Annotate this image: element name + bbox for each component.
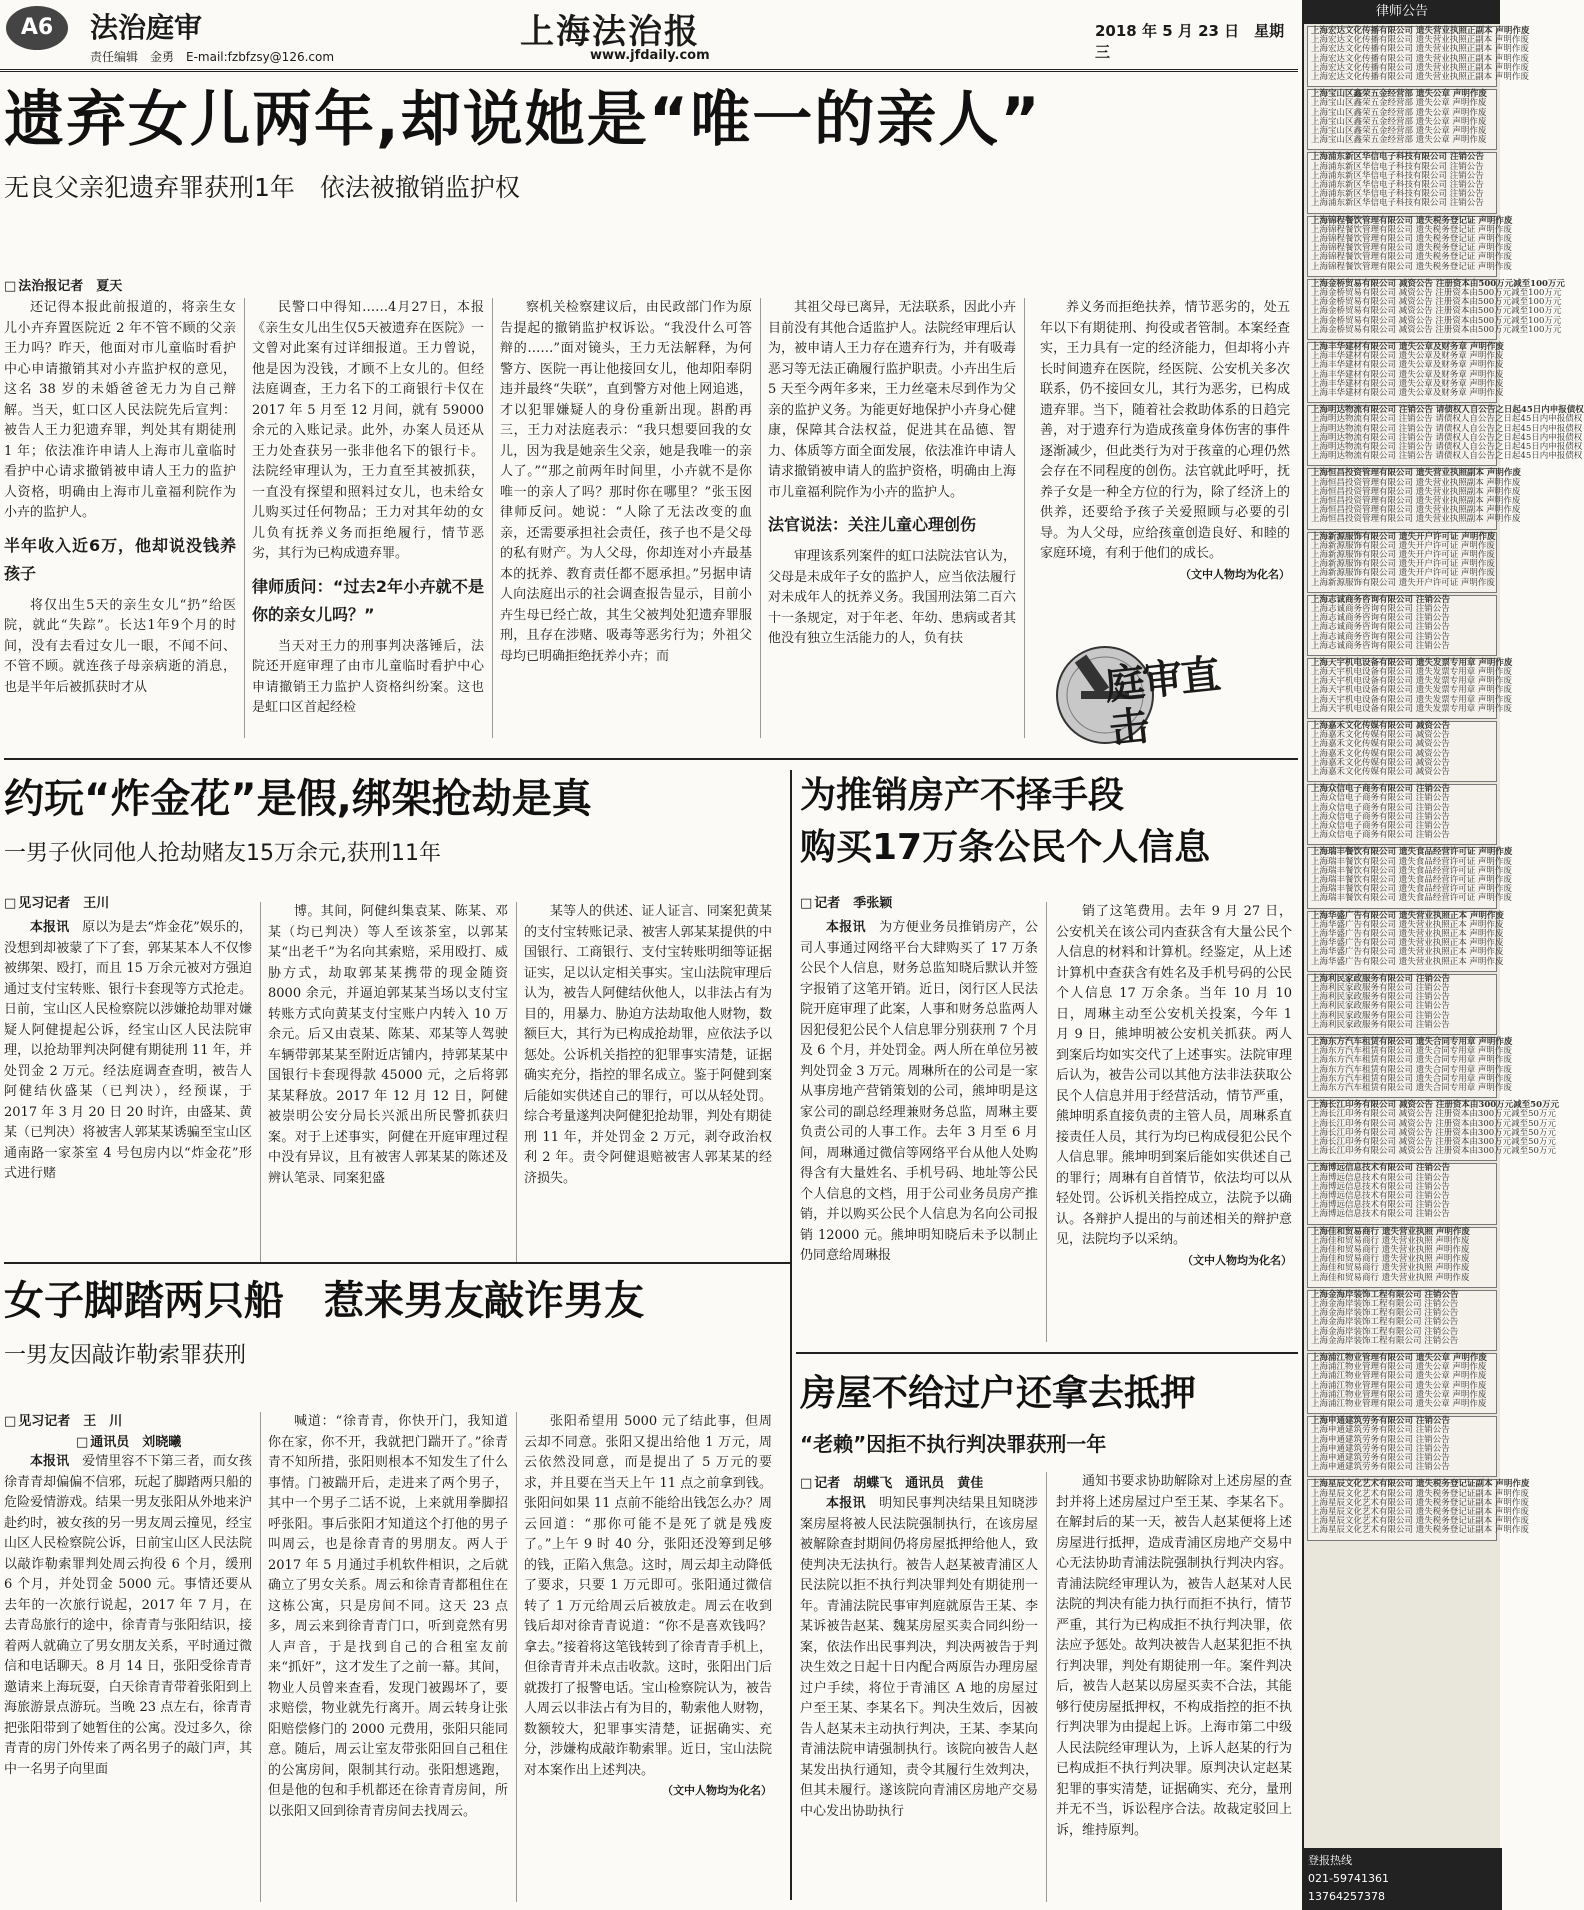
ad-line: 上海申通建筑劳务有限公司 注销公告: [1311, 1416, 1450, 1427]
paragraph: 还记得本报此前报道的，将亲生女儿小卉弃置医院近 2 年不管不顾的父亲王力吗？昨天，他面对市儿童临时看护中心申请撤销其对小卉监护权的意见，这名 38 岁的未婚爸爸无力为自己辩解。当天，虹口区人民法院先后宣判：被告人王力犯遗弃罪，判处其有期徒刑 1 年；依法准许申请人上海市儿童临时看护中心请求撤销被申请人王力的监护人资格，明确由上海市儿童福利院作为小卉的监护人。: [4, 300, 236, 520]
ad-line: 上海浦江物业管理有限公司 遗失公章 声明作废: [1311, 1389, 1487, 1400]
ad-line: 上海博远信息技术有限公司 注销公告: [1311, 1181, 1450, 1192]
ad-notice: [1307, 532, 1497, 593]
issue-date: 2018 年 5 月 23 日 星期三: [1095, 22, 1285, 61]
ad-line: 上海嘉禾文化传媒有限公司 减资公告: [1311, 721, 1450, 732]
article-refuse-judgment: [800, 1368, 1290, 1457]
ad-line: 上海瑞丰餐饮有限公司 遗失食品经营许可证 声明作废: [1311, 847, 1513, 858]
sidebar-footer: [1304, 1848, 1502, 1910]
ad-line: 上海众信电子商务有限公司 注销公告: [1311, 784, 1450, 795]
ad-line: 上海宝山区鑫荣五金经营部 遗失公章 声明作废: [1311, 126, 1487, 136]
ad-line: 上海利民家政服务有限公司 注销公告: [1311, 1001, 1450, 1012]
ad-line: 上海明达物流有限公司 注销公告 请债权人自公告之日起45日内申报债权: [1311, 423, 1583, 434]
ad-notice: [1307, 721, 1497, 782]
body-column: [268, 1412, 508, 1902]
ad-line: 上海丰华建材有限公司 遗失公章及财务章 声明作废: [1311, 351, 1504, 362]
body-column: [1056, 1472, 1292, 1902]
paragraph: 养义务而拒绝扶养，情节恶劣的，处五年以下有期徒刑、拘役或者管制。本案经查实，王力具有一定的经济能力，但却将小卉长时间遗弃在医院，经医院、公安机关多次联系，仍不接回女儿，其行为恶劣，已构成遗弃罪。当下，随着社会救助体系的日趋完善，对于遗弃行为造成孩童身体伤害的事件逐渐减少，但此类行为对于孩童的心理仍然会存在不同程度的创伤。法官就此呼吁，抚养子女是一种全方位的行为，除了经济上的供养，还要给予孩子关爱照顾与必要的引导。为人父母，应给孩童创造良好、和睦的家庭环境，有利于他们的成长。: [1040, 300, 1290, 561]
ad-line: 上海浦江物业管理有限公司 遗失公章 声明作废: [1311, 1362, 1487, 1373]
article-byline: □ 记者 季张颖: [800, 892, 892, 911]
ad-line: 上海锦程餐饮管理有限公司 遗失税务登记证 声明作废: [1311, 252, 1512, 263]
ad-line: 上海金海岸装饰工程有限公司 注销公告: [1311, 1326, 1459, 1337]
ad-line: 上海天宇机电设备有限公司 遗失发票专用章 声明作废: [1311, 694, 1512, 705]
ad-notice: [1307, 405, 1584, 466]
lead-tag: 本报讯: [826, 920, 866, 935]
article-subhead: 无良父亲犯遗弃罪获刑1年 依法被撤销监护权: [4, 173, 520, 202]
ad-line: 上海利民家政服务有限公司 注销公告: [1311, 992, 1450, 1003]
classified-ads-sidebar: [1302, 0, 1584, 1910]
ad-line: 上海利民家政服务有限公司 注销公告: [1311, 1019, 1450, 1030]
ad-line: 上海博远信息技术有限公司 注销公告: [1311, 1209, 1450, 1220]
ad-line: 上海华盛广告有限公司 遗失营业执照正本 声明作废: [1311, 919, 1504, 930]
ad-line: 上海新源服饰有限公司 遗失开户许可证 声明作废: [1311, 568, 1495, 579]
ad-line: 上海浦东新区华信电子科技有限公司 注销公告: [1311, 152, 1484, 163]
ad-line: 上海金海岸装饰工程有限公司 注销公告: [1311, 1317, 1459, 1328]
sidebar-title: 律师公告: [1304, 0, 1500, 24]
ad-line: 上海丰华建材有限公司 遗失公章及财务章 声明作废: [1311, 387, 1504, 398]
ad-line: 上海申通建筑劳务有限公司 注销公告: [1311, 1462, 1450, 1473]
ad-line: 上海东方汽车租赁有限公司 遗失合同专用章 声明作废: [1311, 1064, 1512, 1075]
article-byline: □ 记者 胡蝶飞 通讯员 黄佳: [800, 1472, 983, 1491]
ad-line: 上海众信电子商务有限公司 注销公告: [1311, 802, 1450, 813]
section-subheading: 法官说法：关注儿童心理创伤: [768, 515, 977, 534]
ad-notice: [1307, 1227, 1497, 1288]
ad-line: 上海华盛广告有限公司 遗失营业执照正本 声明作废: [1311, 929, 1504, 940]
ad-line: 上海瑞丰餐饮有限公司 遗失食品经营许可证 声明作废: [1311, 884, 1512, 895]
ad-line: 上海利民家政服务有限公司 注销公告: [1311, 983, 1450, 994]
article-extortion: [4, 1272, 784, 1369]
ad-line: 上海星辰文化艺术有限公司 遗失税务登记证副本 声明作废: [1311, 1479, 1530, 1490]
ad-line: 上海恒昌投资管理有限公司 遗失营业执照副本 声明作废: [1311, 505, 1521, 516]
ad-notice: [1307, 278, 1565, 340]
article-robbery: [4, 770, 774, 867]
ad-line: 上海长江印务有限公司 减资公告 注册资本由300万元减至50万元: [1311, 1137, 1556, 1147]
hotline-label: 登报热线: [1308, 1854, 1352, 1867]
ad-notice: [1307, 152, 1497, 213]
ad-line: 上海志诚商务咨询有限公司 注销公告: [1311, 640, 1450, 651]
hotline-phone: 021-59741361: [1308, 1872, 1389, 1885]
article-subhead: 一男友因敲诈勒索罪获刑: [4, 1343, 247, 1368]
article-body: [4, 1412, 784, 1902]
ad-line: 上海丰华建材有限公司 遗失公章及财务章 声明作废: [1311, 360, 1504, 371]
ad-line: 上海金桥贸易有限公司 减资公告 注册资本由500万元减至100万元: [1311, 287, 1562, 298]
ad-notice: [1307, 341, 1504, 403]
ad-line: 上海嘉禾文化传媒有限公司 减资公告: [1311, 748, 1450, 759]
ad-line: 上海长江印务有限公司 减资公告 注册资本由300万元减至50万元: [1311, 1127, 1556, 1138]
section-subheading: 律师质问：“过去2年小卉就不是你的亲女儿吗？”: [252, 576, 484, 624]
ad-line: 上海天宇机电设备有限公司 遗失发票专用章 声明作废: [1311, 703, 1512, 714]
ad-line: 上海申通建筑劳务有限公司 注销公告: [1311, 1452, 1450, 1463]
body-column: [4, 298, 236, 738]
ad-notice: [1307, 1100, 1559, 1161]
ad-line: 上海金桥贸易有限公司 减资公告 注册资本由500万元减至100万元: [1311, 324, 1562, 335]
masthead: [0, 0, 1298, 72]
ad-line: 上海锦程餐饮管理有限公司 遗失税务登记证 声明作废: [1311, 233, 1512, 244]
editor-info: 责任编辑 金勇 E-mail:fzbfzsy@126.com: [90, 50, 335, 64]
ad-line: 上海东方汽车租赁有限公司 遗失合同专用章 声明作废: [1311, 1083, 1512, 1094]
ad-line: 上海东方汽车租赁有限公司 遗失合同专用章 声明作废: [1311, 1073, 1512, 1084]
ad-line: 上海瑞丰餐饮有限公司 遗失食品经营许可证 声明作废: [1311, 875, 1512, 886]
ad-line: 上海瑞丰餐饮有限公司 遗失食品经营许可证 声明作废: [1311, 893, 1512, 904]
ad-line: 上海华盛广告有限公司 遗失营业执照正本 声明作废: [1311, 938, 1504, 949]
lead-tag: 本报讯: [30, 920, 70, 935]
section-title: 法治庭审: [90, 11, 203, 44]
article-personal-info: [800, 770, 1290, 874]
ad-line: 上海众信电子商务有限公司 注销公告: [1311, 830, 1450, 841]
ad-line: 上海天宇机电设备有限公司 遗失发票专用章 声明作废: [1311, 657, 1513, 668]
ad-line: 上海瑞丰餐饮有限公司 遗失食品经营许可证 声明作废: [1311, 856, 1512, 867]
ad-line: 上海嘉禾文化传媒有限公司 减资公告: [1311, 767, 1450, 778]
ad-line: 上海星辰文化艺术有限公司 遗失税务登记证副本 声明作废: [1311, 1516, 1529, 1527]
ad-line: 上海浦江物业管理有限公司 遗失公章 声明作废: [1311, 1398, 1487, 1409]
ad-line: 上海申通建筑劳务有限公司 注销公告: [1311, 1443, 1450, 1454]
ad-line: 上海志诚商务咨询有限公司 注销公告: [1311, 594, 1450, 605]
ad-line: 上海志诚商务咨询有限公司 注销公告: [1311, 622, 1450, 633]
ad-line: 上海众信电子商务有限公司 注销公告: [1311, 821, 1450, 832]
ad-line: 上海华盛广告有限公司 遗失营业执照正本 声明作废: [1311, 956, 1504, 967]
ad-line: 上海星辰文化艺术有限公司 遗失税务登记证副本 声明作废: [1311, 1506, 1529, 1517]
ad-line: 上海丰华建材有限公司 遗失公章及财务章 声明作废: [1311, 341, 1504, 352]
article-subhead: “老赖”因拒不执行判决罪获刑一年: [800, 1432, 1107, 1456]
ad-notice: [1307, 1353, 1497, 1414]
body-column: [524, 1412, 772, 1902]
ad-line: 上海长江印务有限公司 减资公告 注册资本由300万元减至50万元: [1311, 1100, 1559, 1111]
ad-line: 上海志诚商务咨询有限公司 注销公告: [1311, 603, 1450, 614]
ad-line: 上海天宇机电设备有限公司 遗失发票专用章 声明作废: [1311, 685, 1512, 696]
ad-line: 上海佳和贸易商行 遗失营业执照 声明作废: [1311, 1272, 1470, 1283]
ad-notice: [1307, 847, 1513, 908]
ad-line: 上海长江印务有限公司 减资公告 注册资本由300万元减至50万元: [1311, 1109, 1556, 1120]
ad-line: 上海东方汽车租赁有限公司 遗失合同专用章 声明作废: [1311, 1046, 1512, 1057]
ad-notice: [1307, 1416, 1497, 1477]
body-column: [4, 918, 252, 1278]
hotline-mobile: 13764257378: [1308, 1890, 1385, 1903]
ad-notice: [1307, 595, 1497, 656]
newspaper-url: www.jfdaily.com: [590, 48, 710, 63]
ad-line: 上海锦程餐饮管理有限公司 遗失税务登记证 声明作废: [1311, 224, 1512, 235]
body-column: [4, 1452, 252, 1910]
ad-notice: [1307, 215, 1513, 277]
paragraph: 其祖父母已离异，无法联系，因此小卉目前没有其他合适监护人。法院经审理后认为，被申请人王力存在遗弃行为，并有吸毒恶习等无法正确履行监护职责。小卉出生后 5 天至今两年多来，王力丝毫未尽到作为父亲的监护义务。为能更好地保护小卉身心健康，保障其合法权益，促进其在品德、智力、体质等方面全面发展，依法准许申请人请求撤销被申请人的监护资格，明确由上海市儿童福利院作为小卉的监护人。: [768, 300, 1016, 500]
ad-line: 上海浦江物业管理有限公司 遗失公章 声明作废: [1311, 1371, 1487, 1382]
ad-line: 上海浦东新区华信电子科技有限公司 注销公告: [1311, 198, 1484, 209]
article-headline-line1: 为推销房产不择手段: [800, 775, 1125, 816]
ad-line: 上海浦东新区华信电子科技有限公司 注销公告: [1311, 170, 1484, 181]
ad-line: 上海佳和贸易商行 遗失营业执照 声明作废: [1311, 1235, 1470, 1246]
ad-line: 上海宏达文化传播有限公司 遗失营业执照正副本 声明作废: [1311, 53, 1529, 64]
body-column: [800, 918, 1038, 1338]
ad-line: 上海恒昌投资管理有限公司 遗失营业执照副本 声明作废: [1311, 486, 1521, 497]
ad-line: 上海申通建筑劳务有限公司 注销公告: [1311, 1434, 1450, 1445]
article-byline: □ 见习记者 王 川: [4, 1410, 181, 1429]
newspaper-logo: 上海法治报: [520, 12, 700, 52]
paragraph: 明知民事判决结果且知晓涉案房屋将被人民法院强制执行，在该房屋被解除查封期间仍将房屋抵押给他人，致使判决无法执行。被告人赵某被青浦区人民法院以拒不执行判决罪判处有期徒刑一年。青浦法院民事审判庭就原告王某、李某诉被告赵某、魏某房屋买卖合同纠纷一案，依法作出民事判决，判决两被告于判决生效之日起十日内配合两原告办理房屋过户手续，将位于青浦区 A 地的房屋过户至王某、李某名下。判决生效后，因被告人赵某未主动执行判决，王某、李某向青浦法院申请强制执行。该院向被告人赵某发出执行通知，责令其履行生效判决，但其未履行。遂该院向青浦区房地产交易中心发出协助执行: [800, 1496, 1038, 1819]
ad-line: 上海新源服饰有限公司 遗失开户许可证 声明作废: [1311, 559, 1495, 570]
ads-list: [1304, 26, 1584, 1541]
article-headline: 遗弃女儿两年,却说她是“唯一的亲人”: [4, 85, 1042, 155]
paragraph: 爱情里容不下第三者，而女孩徐青青却偏偏不信邪，玩起了脚踏两只船的危险爱情游戏。结果一男友张阳从外地来沪赴约时，被女孩的另一男友周云撞见，经宝山区人民检察院公诉，日前宝山区人民法院以敲诈勒索罪判处周云拘役 6 个月，缓刑 6 个月，并处罚金 5000 元。事情还要从去年的一次旅行说起，2017 年 7 月，在去青岛旅行的途中，徐青青与张阳结识，接着两人就确立了男女朋友关系，平时通过微信和电话聊天。8 月 14 日，张阳受徐青青邀请来上海玩耍，白天徐青青带着张阳到上海旅游景点游玩。当晚 23 点左右，徐青青把张阳带到了她暂住的公寓。没过多久，徐青青的房门外传来了两名男子的敲门声，其中一名男子向里面: [4, 1454, 252, 1777]
ad-line: 上海志诚商务咨询有限公司 注销公告: [1311, 613, 1450, 624]
ad-line: 上海丰华建材有限公司 遗失公章及财务章 声明作废: [1311, 369, 1504, 380]
ad-line: 上海长江印务有限公司 减资公告 注册资本由300万元减至50万元: [1311, 1118, 1556, 1129]
lead-tag: 本报讯: [826, 1496, 866, 1511]
ad-line: 上海锦程餐饮管理有限公司 遗失税务登记证 声明作废: [1311, 215, 1513, 226]
ad-line: 上海利民家政服务有限公司 注销公告: [1311, 973, 1450, 984]
ad-line: 上海锦程餐饮管理有限公司 遗失税务登记证 声明作废: [1311, 261, 1512, 272]
article-headline: 房屋不给过户还拿去抵押: [800, 1373, 1197, 1414]
ad-line: 上海宏达文化传播有限公司 遗失营业执照正副本 声明作废: [1311, 35, 1529, 46]
ad-line: 上海宏达文化传播有限公司 遗失营业执照正副本 声明作废: [1311, 62, 1529, 73]
ad-line: 上海新源服饰有限公司 遗失开户许可证 声明作废: [1311, 549, 1495, 560]
ad-line: 上海浦江物业管理有限公司 遗失公章 声明作废: [1311, 1352, 1487, 1363]
ad-line: 上海宝山区鑫荣五金经营部 遗失公章 声明作废: [1311, 98, 1487, 109]
paragraph: 张阳希望用 5000 元了结此事，但周云却不同意。张阳又提出给他 1 万元，周云依然没同意，而是提出了 5 万元的要求，并且要在当天上午 11 点之前拿到钱。张阳问如果 11 点前不能给出钱怎么办？周云回道：“那你可能不是死了就是残废了。”上午 9 时 40 分，张阳还没筹到足够的钱，正陷入焦急。这时，周云却主动降低了要求，只要 1 万元即可。张阳通过微信转了 1 万元给周云后被放走。周云在收到钱后却对徐青青说道：“你不是喜欢钱吗？拿去。”接着将这笔钱转到了徐青青手机上，但徐青青并未点击收款。这时，张阳出门后就拨打了报警电话。宝山检察院认为，被告人周云以非法占有为目的，勒索他人财物，数额较大，犯罪事实清楚，证据确实、充分，涉嫌构成敲诈勒索罪。近日，宝山法院对本案作出上述判决。: [524, 1414, 772, 1778]
ad-line: 上海博远信息技术有限公司 注销公告: [1311, 1200, 1450, 1211]
ad-line: 上海明达物流有限公司 注销公告 请债权人自公告之日起45日内申报债权: [1311, 405, 1584, 416]
paragraph: 察机关检察建议后，由民政部门作为原告提起的撤销监护权诉讼。“我没什么可答辩的……”面对镜头，王力无法解释，为何警方、医院一再让他接回女儿，他却阳奉阴违并最终“失联”，直到警方对他上网追逃，才以犯罪嫌疑人的身份重新出现。斟酌再三，王力对法庭表示：“我只想要回我的女儿，因为我是她亲生父亲，她是我唯一的亲人了。”“那之前两年时间里，小卉就不是你唯一的亲人了吗？那时你在哪里？”张玉囡律师反问。她说：“人除了无法改变的血亲，还需要承担社会责任，孩子也不是父母的私有财产。为人父母，你却连对小卉最基本的抚养、教育责任都不愿承担。”另据申请人向法庭出示的社会调查报告显示，目前小卉生母已经亡故，其生父被判处犯遗弃罪服刑，且存在涉赌、吸毒等恶劣行为；外祖父母均已明确拒绝抚养小卉；而: [500, 300, 752, 664]
body-column: [800, 1494, 1038, 1906]
ad-notice: [1307, 784, 1497, 845]
paragraph: 某等人的供述、证人证言、同案犯黄某的支付宝转账记录、被害人郭某某提供的中国银行、工商银行、支付宝转账明细等证据证实，足以认定相关事实。宝山法院审理后认为，被告人阿健结伙他人，以非法占有为目的，用暴力、胁迫方法劫取他人财物，数额巨大，其行为已构成抢劫罪，应依法予以惩处。公诉机关指控的犯罪事实清楚，证据确实充分，指控的罪名成立。鉴于阿健到案后能如实供述自己的罪行，可以从轻处罚。综合考量遂判决阿健犯抢劫罪，判处有期徒刑 11 年，并处罚金 2 万元，剥夺政治权利 2 年。责令阿健退赔被害人郭某某的经济损失。: [524, 904, 772, 1186]
article-note: （文中人物均为化名）: [662, 1784, 772, 1797]
ad-line: 上海金桥贸易有限公司 减资公告 注册资本由500万元减至100万元: [1311, 297, 1562, 308]
ad-notice: [1307, 26, 1530, 87]
ad-notice: [1307, 1163, 1497, 1224]
ad-notice: [1307, 89, 1497, 150]
ad-line: 上海金海岸装饰工程有限公司 注销公告: [1311, 1335, 1459, 1346]
article-headline: 约玩“炸金花”是假,绑架抢劫是真: [4, 776, 592, 822]
paragraph: 将仅出生5天的亲生女儿“扔”给医院，就此“失踪”。长达1年9个月的时间，没有去看过女儿一眼，不闻不问、不管不顾。就连孩子母亲病逝的消息，也是半年后被抓获时才从: [4, 597, 236, 695]
body-column: [268, 902, 508, 1262]
ad-line: 上海新源服饰有限公司 遗失开户许可证 声明作废: [1311, 577, 1495, 588]
paragraph: 审理该系列案件的虹口法院法官认为，父母是未成年子女的监护人，应当依法履行对未成年人的抚养义务。我国刑法第二百六十一条规定，对于年老、年幼、患病或者其他没有独立生活能力的人，负有扶: [768, 549, 1016, 646]
ad-line: 上海利民家政服务有限公司 注销公告: [1311, 1010, 1450, 1021]
article-body: [800, 902, 1296, 1342]
ad-notice: [1307, 1037, 1513, 1098]
ad-line: 上海星辰文化艺术有限公司 遗失税务登记证副本 声明作废: [1311, 1488, 1529, 1499]
ad-line: 上海宏达文化传播有限公司 遗失营业执照正副本 声明作废: [1311, 26, 1530, 36]
ad-notice: [1307, 974, 1497, 1035]
article-headline: 女子脚踏两只船 惹来男友敲诈男友: [4, 1278, 644, 1324]
ad-line: 上海众信电子商务有限公司 注销公告: [1311, 811, 1450, 822]
ad-line: 上海众信电子商务有限公司 注销公告: [1311, 793, 1450, 804]
ad-line: 上海佳和贸易商行 遗失营业执照 声明作废: [1311, 1263, 1470, 1274]
ad-line: 上海金海岸装饰工程有限公司 注销公告: [1311, 1308, 1459, 1319]
article-subhead: 一男子伙同他人抢劫赌友15万余元,获刑11年: [4, 841, 441, 866]
ad-line: 上海天宇机电设备有限公司 遗失发票专用章 声明作废: [1311, 667, 1512, 678]
article-byline-secondary: □ 通讯员 刘晓曦: [4, 1431, 181, 1450]
article-body: [800, 1472, 1296, 1902]
ad-line: 上海新源服饰有限公司 遗失开户许可证 声明作废: [1311, 540, 1495, 551]
paragraph: 喊道：“徐青青，你快开门，我知道你在家，你不开，我就把门踹开了。”徐青青不知所措，张阳则根本不知发生了什么事情。门被踹开后，走进来了两个男子，其中一个男子二话不说，上来就用拳脚招呼张阳。事后张阳才知道这个打他的男子叫周云，也是徐青青的男朋友。两人于 2017 年 5 月通过手机软件相识，之后就确立了男女关系。周云和徐青青都租住在这栋公寓，只是房间不同。这天 23 点多，周云来到徐青青门口，听到竟然有男人声音，于是找到自己的合租室友前来“抓奸”，这才发生了之前一幕。其间，物业人员曾来查看，发现门被踢坏了，要求赔偿，物业就先行离开。周云转身让张阳赔偿修门的 2000 元费用，张阳只能同意。随后，周云让室友带张阳回自己租住的公寓房间，限制其行动。张阳想逃跑，但是他的包和手机都还在徐青青房间，所以张阳又回到徐青青房间去找周云。: [268, 1414, 508, 1819]
ad-line: 上海明达物流有限公司 注销公告 请债权人自公告之日起45日内申报债权: [1311, 432, 1583, 443]
body-column: [500, 298, 752, 738]
ad-line: 上海瑞丰餐饮有限公司 遗失食品经营许可证 声明作废: [1311, 865, 1512, 876]
ad-notice: [1307, 1479, 1530, 1540]
ad-notice: [1307, 657, 1513, 719]
ad-line: 上海新源服饰有限公司 遗失开户许可证 声明作废: [1311, 531, 1496, 542]
ad-line: 上海丰华建材有限公司 遗失公章及财务章 声明作废: [1311, 378, 1504, 389]
ad-line: 上海嘉禾文化传媒有限公司 减资公告: [1311, 739, 1450, 750]
ad-line: 上海浦江物业管理有限公司 遗失公章 声明作废: [1311, 1380, 1487, 1391]
article-note: （文中人物均为化名）: [1182, 1253, 1292, 1267]
paragraph: 民警口中得知……4月27日，本报《亲生女儿出生仅5天被遗弃在医院》一文曾对此案有过详细报道。王力曾说，他是因为没钱，才顾不上女儿的。但经法庭调查，王力名下的工商银行卡仅在 2017 年 5 月至 12 月间，就有 59000 余元的入账记录。此外，办案人员还从王力处查获另一张非他名下的银行卡。法院经审理认为，王力直至其被抓获，一直没有探望和照料过女儿，也未给女儿购买过任何物品；王力对其年幼的女儿负有抚养义务而拒绝履行，情节恶劣，其行为已构成遗弃罪。: [252, 300, 484, 561]
ad-line: 上海华盛广告有限公司 遗失营业执照正本 声明作废: [1311, 910, 1504, 921]
article-abandonment: [4, 80, 1298, 204]
court-column-logo: [1045, 635, 1245, 755]
ad-line: 上海恒昌投资管理有限公司 遗失营业执照副本 声明作废: [1311, 495, 1521, 506]
ad-line: 上海嘉禾文化传媒有限公司 减资公告: [1311, 730, 1450, 741]
paragraph: 销了这笔费用。去年 9 月 27 日，公安机关在该公司内查获含有大量公民个人信息的材料和计算机。经鉴定，从上述计算机中查获含有姓名及手机号码的公民个人信息 17 万余条。当年 10 月 10 日，周琳主动至公安机关投案，今年 1 月 9 日，熊坤明被公安机关抓获。两人到案后均如实交代了上述事实。法院审理后认为，被告公司以其他方法非法获取公民个人信息并用于经营活动，情节严重，熊坤明系直接负责的主管人员，周琳系直接责任人员，其行为均已构成侵犯公民个人信息罪。熊坤明到案后能如实供述自己的罪行；周琳有自首情节，依法均可以从轻处罚。公诉机关指控成立，法院予以确认。各辩护人提出的与前述相关的辩护意见，法院均予以采纳。: [1056, 904, 1292, 1247]
ad-line: 上海金海岸装饰工程有限公司 注销公告: [1311, 1298, 1459, 1309]
ad-line: 上海浦东新区华信电子科技有限公司 注销公告: [1311, 179, 1484, 190]
paragraph: 博。其间，阿健纠集袁某、陈某、邓某（均已判决）等人至该茶室，以郭某某“出老千”为名向其索赔，采用殴打、威胁方式，劫取郭某某携带的现金随资 8000 余元，并逼迫郭某某当场以支付宝转账方式向黄某支付宝账户内转入 10 万余元。后又由袁某、陈某、邓某等人驾驶车辆带郭某某至附近店铺内，持郭某某中国银行卡套现得款 45000 元，之后将郭某某释放。2017 年 12 月 12 日，阿健被崇明公安分局长兴派出所民警抓获归案。对于上述事实，阿健在开庭审理过程中没有异议，且有被害人郭某某的陈述及辨认笔录、同案犯盛: [268, 904, 508, 1186]
ad-line: 上海博远信息技术有限公司 注销公告: [1311, 1163, 1450, 1174]
section-subheading: 半年收入近6万，他却说没钱养孩子: [4, 535, 236, 583]
article-headline-line2: 购买17万条公民个人信息: [800, 827, 1211, 868]
page-number-badge: A6: [6, 6, 68, 50]
ad-line: 上海博远信息技术有限公司 注销公告: [1311, 1190, 1450, 1201]
article-byline: □ 见习记者 王川: [4, 892, 109, 911]
body-column: [524, 902, 772, 1262]
paragraph: 当天对王力的刑事判决落锤后，法院还开庭审理了由市儿童临时看护中心申请撤销王力监护人资格纠纷案。这也是虹口区首起经检: [252, 638, 484, 715]
ad-line: 上海长江印务有限公司 减资公告 注册资本由300万元减至50万元: [1311, 1146, 1556, 1157]
ad-line: 上海嘉禾文化传媒有限公司 减资公告: [1311, 757, 1450, 768]
ad-line: 上海金桥贸易有限公司 减资公告 注册资本由500万元减至100万元: [1311, 315, 1562, 326]
ad-line: 上海星辰文化艺术有限公司 遗失税务登记证副本 声明作废: [1311, 1497, 1529, 1508]
ad-line: 上海宝山区鑫荣五金经营部 遗失公章 声明作废: [1311, 107, 1487, 118]
ad-line: 上海佳和贸易商行 遗失营业执照 声明作废: [1311, 1254, 1470, 1265]
paragraph: 原以为是去“炸金花”娱乐的，没想到却被蒙了下了套，郭某某本人不仅惨被绑架、殴打，而且 15 万余元被对方强迫通过支付宝转账、银行卡套现等方式抢走。日前，宝山区人民检察院以涉嫌抢劫罪对嫌疑人阿健提起公诉，经宝山区人民法院审理，以抢劫罪判决阿健有期徒刑 11 年，并处罚金 2 万元。经法庭调查查明，被告人阿健结伙盛某（已判决），经预谋，于 2017 年 3 月 20 日 20 时许，由盛某、黄某（已判决）将被害人郭某某诱骗至宝山区通南路一家茶室 4 号包房内以“炸金花”形式进行赌: [4, 920, 252, 1181]
ad-notice: [1307, 468, 1521, 529]
ad-line: 上海申通建筑劳务有限公司 注销公告: [1311, 1425, 1450, 1436]
paragraph: 通知书要求协助解除对上述房屋的查封并将上述房屋过户至王某、李某名下。在解封后的某一天，被告人赵某便将上述房屋进行抵押，造成青浦区房地产交易中心无法协助青浦法院强制执行判决内容。青浦法院经审理认为，被告人赵某对人民法院的判决有能力执行而拒不执行，情节严重，其行为已构成拒不执行判决罪，依法应予惩处。故判决被告人赵某犯拒不执行判决罪，判处有期徒刑一年。案件判决后，被告人赵某以房屋买卖不合法，其能够行使房屋抵押权，不构成指控的拒不执行判决罪为由提起上诉。上海市第二中级人民法院经审理认为，上诉人赵某的行为已构成拒不执行判决罪。原判决认定赵某犯罪的事实清楚，证据确实、充分，量刑并无不当，诉讼程序合法。故裁定驳回上诉，维持原判。: [1056, 1474, 1292, 1838]
ad-notice: [1307, 1290, 1497, 1351]
paragraph: 为方便业务员推销房产，公司人事通过网络平台大肆购买了 17 万条公民个人信息，财务总监知晓后默认并签字报销了这笔开销。近日，闵行区人民法院开庭审理了此案，人事和财务总监两人因犯侵犯公民个人信息罪分别获刑 7 个月及 6 个月，并处罚金。两人所在单位另被判处罚金 3 万元。周琳所在的公司是一家从事房地产营销策划的公司，熊坤明是这家公司的副总经理兼财务总监，周琳主要负责公司的人事工作。去年 3 月至 6 月间，周琳通过微信等网络平台从他人处购得含有大量姓名、手机号码、地址等公民个人信息的文档，用于公司业务员房产推销，并以购买公民个人信息为名向公司报销 12000 元。熊坤明知晓后未予以制止仍同意给周琳报: [800, 920, 1038, 1263]
ad-line: 上海星辰文化艺术有限公司 遗失税务登记证副本 声明作废: [1311, 1525, 1529, 1536]
ad-line: 上海宝山区鑫荣五金经营部 遗失公章 声明作废: [1311, 116, 1487, 127]
lead-tag: 本报讯: [30, 1454, 70, 1469]
ad-line: 上海锦程餐饮管理有限公司 遗失税务登记证 声明作废: [1311, 243, 1512, 254]
ad-line: 上海金桥贸易有限公司 减资公告 注册资本由500万元减至100万元: [1311, 278, 1565, 289]
ad-line: 上海恒昌投资管理有限公司 遗失营业执照副本 声明作废: [1311, 468, 1521, 479]
body-column: [1056, 902, 1292, 1342]
article-note: （文中人物均为化名）: [1180, 567, 1290, 581]
ad-line: 上海明达物流有限公司 注销公告 请债权人自公告之日起45日内申报债权: [1311, 441, 1583, 452]
ad-line: 上海东方汽车租赁有限公司 遗失合同专用章 声明作废: [1311, 1055, 1512, 1066]
ad-line: 上海博远信息技术有限公司 注销公告: [1311, 1172, 1450, 1183]
ad-line: 上海宝山区鑫荣五金经营部 遗失公章 声明作废: [1311, 135, 1487, 146]
ad-line: 上海明达物流有限公司 注销公告 请债权人自公告之日起45日内申报债权: [1311, 414, 1583, 425]
ad-line: 上海宝山区鑫荣五金经营部 遗失公章 声明作废: [1311, 89, 1487, 100]
ad-notice: [1307, 910, 1504, 972]
ad-line: 上海宏达文化传播有限公司 遗失营业执照正副本 声明作废: [1311, 72, 1529, 83]
ad-line: 上海恒昌投资管理有限公司 遗失营业执照副本 声明作废: [1311, 477, 1521, 488]
ad-line: 上海恒昌投资管理有限公司 遗失营业执照副本 声明作废: [1311, 514, 1521, 525]
ad-line: 上海佳和贸易商行 遗失营业执照 声明作废: [1311, 1226, 1470, 1237]
body-column: [1040, 298, 1290, 628]
ad-line: 上海金海岸装饰工程有限公司 注销公告: [1311, 1289, 1459, 1300]
court-column-logo-text: 庭审直击: [1102, 650, 1221, 753]
body-column: [252, 298, 484, 738]
article-byline: □ 法治报记者 夏天: [4, 275, 122, 294]
ad-line: 上海东方汽车租赁有限公司 遗失合同专用章 声明作废: [1311, 1037, 1513, 1047]
body-column: [768, 298, 1016, 738]
ad-line: 上海志诚商务咨询有限公司 注销公告: [1311, 631, 1450, 642]
article-body: [4, 902, 784, 1262]
ad-line: 上海宏达文化传播有限公司 遗失营业执照正副本 声明作废: [1311, 44, 1529, 55]
ad-line: 上海天宇机电设备有限公司 遗失发票专用章 声明作废: [1311, 676, 1512, 687]
ad-line: 上海华盛广告有限公司 遗失营业执照正本 声明作废: [1311, 947, 1504, 958]
ad-line: 上海浦东新区华信电子科技有限公司 注销公告: [1311, 161, 1484, 172]
ad-line: 上海佳和贸易商行 遗失营业执照 声明作废: [1311, 1244, 1470, 1255]
ad-line: 上海金桥贸易有限公司 减资公告 注册资本由500万元减至100万元: [1311, 306, 1562, 317]
ad-line: 上海明达物流有限公司 注销公告 请债权人自公告之日起45日内申报债权: [1311, 451, 1583, 462]
ad-line: 上海浦东新区华信电子科技有限公司 注销公告: [1311, 189, 1484, 200]
